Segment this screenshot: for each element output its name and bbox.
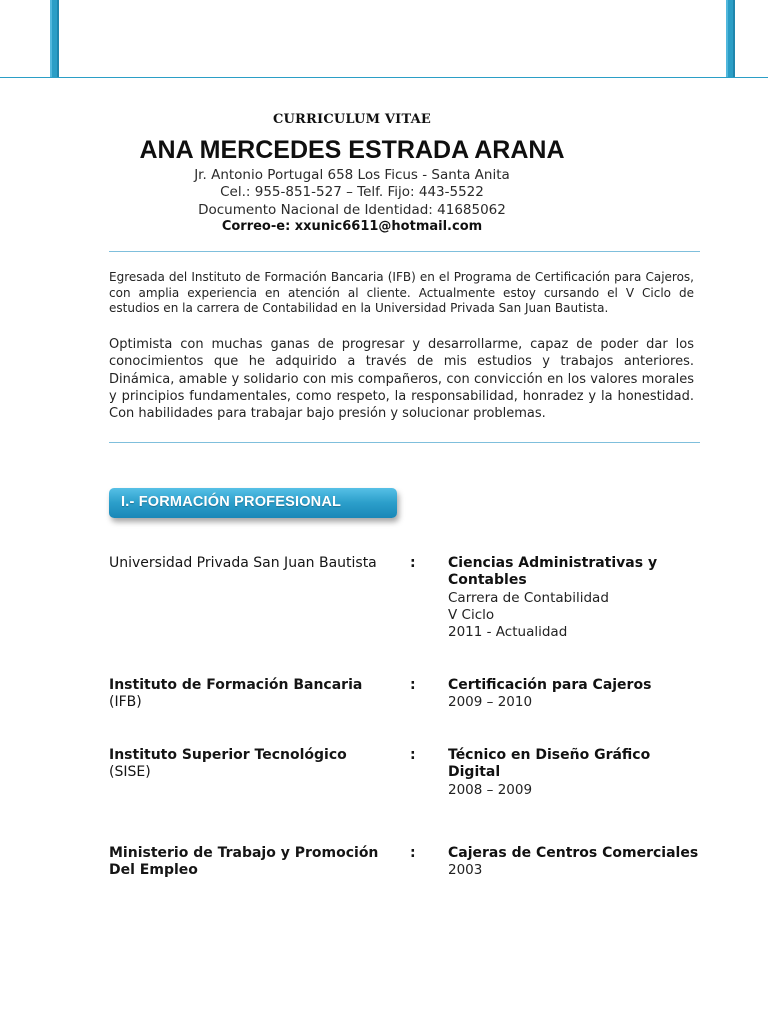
- section-header-formacion: [109, 488, 397, 518]
- education-title: Certificación para Cajeros: [448, 677, 652, 693]
- section-title: I.- FORMACIÓN PROFESIONAL: [121, 494, 342, 510]
- institution-name: Instituto de Formación Bancaria: [109, 677, 363, 693]
- education-line: 2008 – 2009: [448, 781, 533, 798]
- contact-email: Correo-e: xxunic6611@hotmail.com: [221, 219, 483, 234]
- page-frame-rule: [0, 77, 768, 78]
- separator-bottom: [109, 442, 700, 443]
- separator-top: [109, 251, 700, 252]
- education-colon: :: [410, 845, 416, 861]
- education-title: Ciencias Administrativas y Contables: [448, 555, 658, 589]
- page-frame-bar-right: [726, 0, 735, 77]
- education-line: Carrera de Contabilidad: [448, 589, 609, 606]
- page-frame-bar-left: [50, 0, 59, 77]
- education-title: Cajeras de Centros Comerciales: [448, 845, 699, 861]
- education-institution: [109, 747, 404, 781]
- education-line: V Ciclo: [448, 606, 495, 623]
- contact-address: Jr. Antonio Portugal 658 Los Ficus - Santa Anita: [194, 167, 510, 183]
- institution-name: Instituto Superior Tecnológico: [109, 747, 347, 763]
- candidate-name: ANA MERCEDES ESTRADA ARANA: [139, 136, 565, 164]
- education-title: Técnico en Diseño Gráfico Digital: [448, 747, 651, 781]
- contact-phones: Cel.: 955-851-527 – Telf. Fijo: 443-5522: [220, 184, 484, 200]
- education-line: 2003: [448, 862, 483, 879]
- institution-note: (SISE): [109, 764, 151, 780]
- education-detail: [448, 747, 708, 799]
- education-institution: [109, 677, 404, 711]
- profile-paragraph-2: Optimista con muchas ganas de progresar y desarrollarme, capaz de poder dar los conocimientos que he adquirido a través de mis estudios y trabajos anteriores. Dinámica, amable y solidario con mis compañeros, con convicción en los valores morales y principios fundamentales, como respeto, la responsabilidad, honradez y la honestidad. Con habilidades para trabajar bajo presión y solucionar problemas.: [109, 337, 694, 422]
- education-colon: :: [410, 555, 416, 571]
- education-detail: [448, 845, 708, 880]
- education-colon: :: [410, 677, 416, 693]
- education-institution: [109, 555, 404, 572]
- institution-name: Ministerio de Trabajo y Promoción Del Empleo: [109, 845, 379, 878]
- institution-note: (IFB): [109, 694, 142, 710]
- education-line: 2009 – 2010: [448, 694, 533, 711]
- contact-dni: Documento Nacional de Identidad: 41685062: [198, 202, 506, 218]
- education-colon: :: [410, 747, 416, 763]
- education-line: 2011 - Actualidad: [448, 624, 568, 641]
- education-detail: [448, 555, 708, 641]
- education-institution: [109, 845, 404, 879]
- institution-name: Universidad Privada San Juan Bautista: [109, 555, 377, 571]
- profile-paragraph-1: Egresada del Instituto de Formación Bancaria (IFB) en el Programa de Certificación para Cajeros, con amplia experiencia en atención al cliente. Actualmente estoy cursando el V Ciclo de estudios en la carrera de Contabilidad en la Universidad Privada San Juan Bautista.: [109, 270, 694, 315]
- document-label: CURRICULUM VITAE: [272, 112, 432, 127]
- education-detail: [448, 677, 708, 712]
